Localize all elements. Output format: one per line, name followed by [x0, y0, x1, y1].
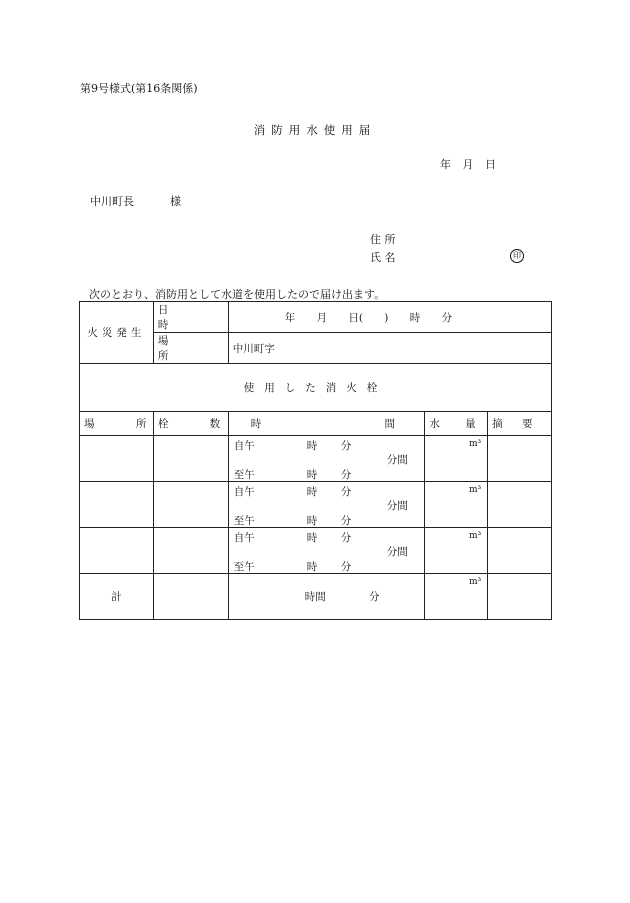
col-time: 時 間: [228, 412, 425, 436]
to-label: 至午: [233, 469, 255, 481]
row-remarks-field[interactable]: [488, 436, 552, 482]
total-time-field[interactable]: [228, 574, 425, 620]
minute-label: 分: [340, 469, 352, 481]
seal-mark-icon: 印: [510, 249, 524, 263]
row-hydrant-count-field[interactable]: [153, 436, 228, 482]
hour-label: 時: [306, 515, 318, 527]
date-line: 年 月 日: [440, 158, 496, 171]
usage-table: [79, 301, 552, 620]
total-label: 計: [80, 574, 154, 620]
minute-label: 分: [340, 561, 352, 573]
col-water: 水 量: [425, 412, 488, 436]
water-unit: m³: [468, 439, 482, 449]
row-place-field[interactable]: [80, 528, 154, 574]
minute-label: 分: [340, 532, 352, 544]
water-unit: m³: [468, 577, 482, 587]
minute-label: 分: [340, 515, 352, 527]
hour-label: 時: [306, 486, 318, 498]
total-row: [80, 574, 552, 620]
row-water-field[interactable]: [425, 528, 488, 574]
recipient-honorific: 様: [170, 195, 181, 208]
name-label: 氏 名: [370, 251, 396, 264]
document-title: 消防用水使用届: [253, 123, 377, 137]
form-number: 第9号様式(第16条関係): [80, 82, 198, 95]
recipient: [90, 193, 181, 209]
total-water-field[interactable]: [425, 574, 488, 620]
duration-label: 分間: [386, 454, 408, 466]
hour-label: 時: [306, 469, 318, 481]
minute-label: 分: [340, 486, 352, 498]
table-row: [80, 528, 552, 574]
water-unit: m³: [468, 485, 482, 495]
row-water-field[interactable]: [425, 436, 488, 482]
col-hydrant-count: 栓 数: [153, 412, 228, 436]
to-label: 至午: [233, 561, 255, 573]
row-time-field[interactable]: [228, 482, 425, 528]
total-remarks-field[interactable]: [488, 574, 552, 620]
from-label: 自午: [233, 440, 255, 452]
table-row: [80, 482, 552, 528]
row-remarks-field[interactable]: [488, 528, 552, 574]
row-time-field[interactable]: [228, 436, 425, 482]
total-hydrant-count-field[interactable]: [153, 574, 228, 620]
hour-label: 時: [306, 440, 318, 452]
hour-label: 時: [306, 561, 318, 573]
row-time-field[interactable]: [228, 528, 425, 574]
row-hydrant-count-field[interactable]: [153, 528, 228, 574]
minute-label: 分: [340, 440, 352, 452]
from-label: 自午: [233, 486, 255, 498]
fire-datetime-field[interactable]: 年 月 日( ) 時 分: [228, 302, 551, 333]
col-place: 場 所: [80, 412, 154, 436]
fire-place-field[interactable]: 中川町字: [228, 333, 551, 364]
row-place-field[interactable]: [80, 436, 154, 482]
col-remarks: 摘 要: [488, 412, 552, 436]
row-water-field[interactable]: [425, 482, 488, 528]
place-label: 場 所: [153, 333, 228, 364]
total-minutes-label: 分: [369, 591, 380, 603]
duration-label: 分間: [386, 546, 408, 558]
water-unit: m³: [468, 531, 482, 541]
table-row: [80, 436, 552, 482]
total-hours-label: 時間: [304, 591, 326, 603]
to-label: 至午: [233, 515, 255, 527]
row-place-field[interactable]: [80, 482, 154, 528]
fire-section-label: 火災発生: [80, 302, 154, 364]
hydrant-heading: 使用した消火栓: [80, 364, 552, 412]
address-label: 住 所: [370, 233, 396, 246]
intro-text: 次のとおり、消防用として水道を使用したので届け出ます。: [89, 288, 386, 301]
datetime-label: 日 時: [153, 302, 228, 333]
row-remarks-field[interactable]: [488, 482, 552, 528]
row-hydrant-count-field[interactable]: [153, 482, 228, 528]
duration-label: 分間: [386, 500, 408, 512]
hour-label: 時: [306, 532, 318, 544]
recipient-name: 中川町長: [90, 195, 134, 208]
from-label: 自午: [233, 532, 255, 544]
